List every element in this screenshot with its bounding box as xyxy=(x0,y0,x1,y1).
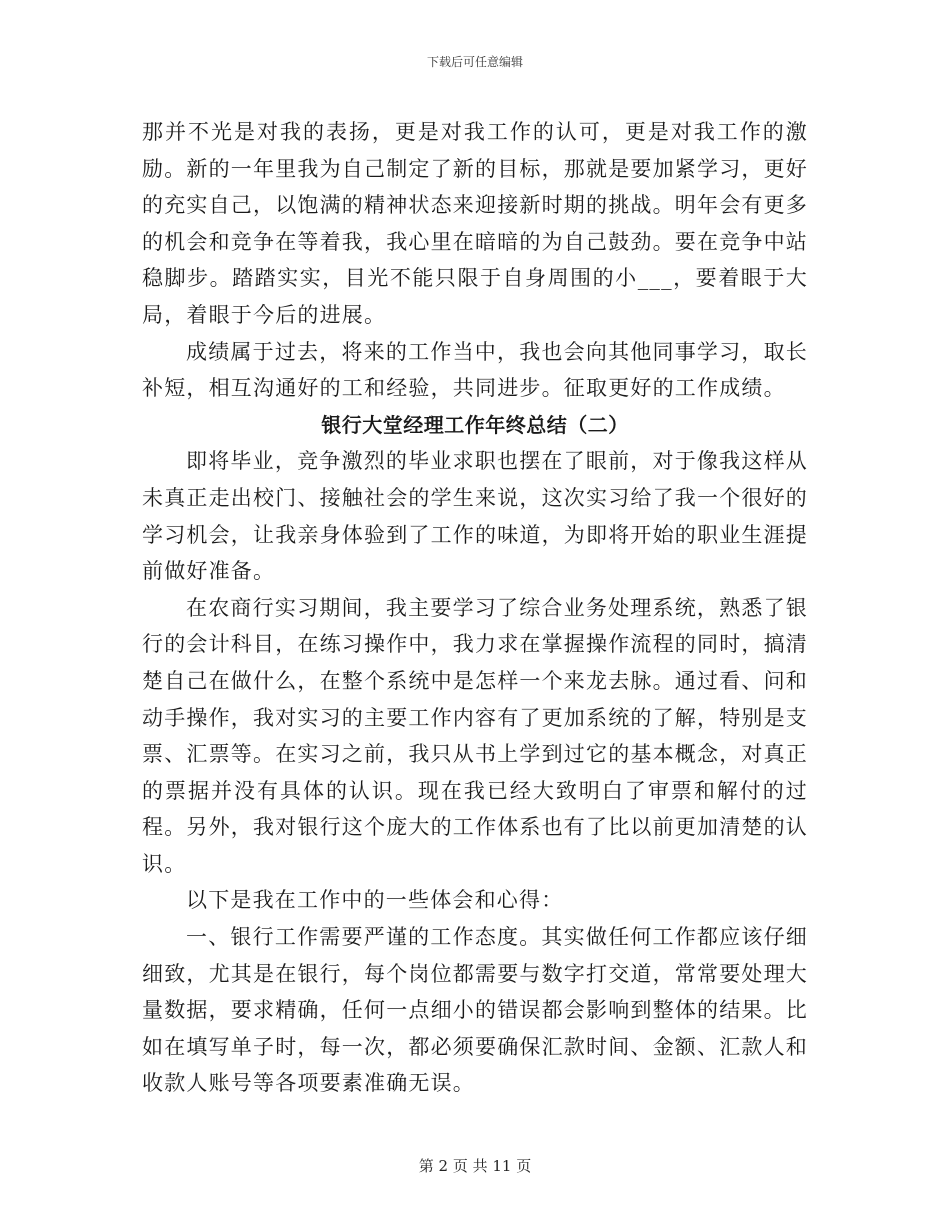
page-header-note: 下载后可任意编辑 xyxy=(426,55,523,69)
paragraph-4: 在农商行实习期间，我主要学习了综合业务处理系统，熟悉了银行的会计科目，在练习操作中，我力求在掌握操作流程的同时，搞清楚自己在做什么，在整个系统中是怎样一个来龙去脉。通过看、问和动手操作，我对实习的主要工作内容有了更加系统的了解，特别是支票、汇票等。在实习之前，我只从书上学到过它的基本概念，对真正的票据并没有具体的认识。现在我已经大致明白了审票和解付的过程。另外，我对银行这个庞大的工作体系也有了比以前更加清楚的认识。 xyxy=(142,595,808,876)
paragraph-2: 成绩属于过去，将来的工作当中，我也会向其他同事学习，取长补短，相互沟通好的工和经验，共同进步。征取更好的工作成绩。 xyxy=(142,339,808,401)
paragraph-1: 那并不光是对我的表扬，更是对我工作的认可，更是对我工作的激励。新的一年里我为自己制定了新的目标，那就是要加紧学习，更好的充实自己，以饱满的精神状态来迎接新时期的挑战。明年会有更多的机会和竞争在等着我，我心里在暗暗的为自己鼓劲。要在竞争中站稳脚步。踏踏实实，目光不能只限于自身周围的小___，要着眼于大局，着眼于今后的进展。 xyxy=(142,120,808,327)
document-body xyxy=(142,114,808,1102)
paragraph-3: 即将毕业，竞争激烈的毕业求职也摆在了眼前，对于像我这样从未真正走出校门、接触社会的学生来说，这次实习给了我一个很好的学习机会，让我亲身体验到了工作的味道，为即将开始的职业生涯提前做好准备。 xyxy=(142,449,808,584)
paragraph-5: 以下是我在工作中的一些体会和心得： xyxy=(186,888,564,913)
paragraph-6: 一、银行工作需要严谨的工作态度。其实做任何工作都应该仔细细致，尤其是在银行，每个岗位都需要与数字打交道，常常要处理大量数据，要求精确，任何一点细小的错误都会影响到整体的结果。比如在填写单子时，每一次，都必须要确保汇款时间、金额、汇款人和收款人账号等各项要素准确无误。 xyxy=(142,925,808,1096)
section-heading: 银行大堂经理工作年终总结（二） xyxy=(321,412,629,437)
page-number: 第 2 页 共 11 页 xyxy=(418,1157,532,1175)
